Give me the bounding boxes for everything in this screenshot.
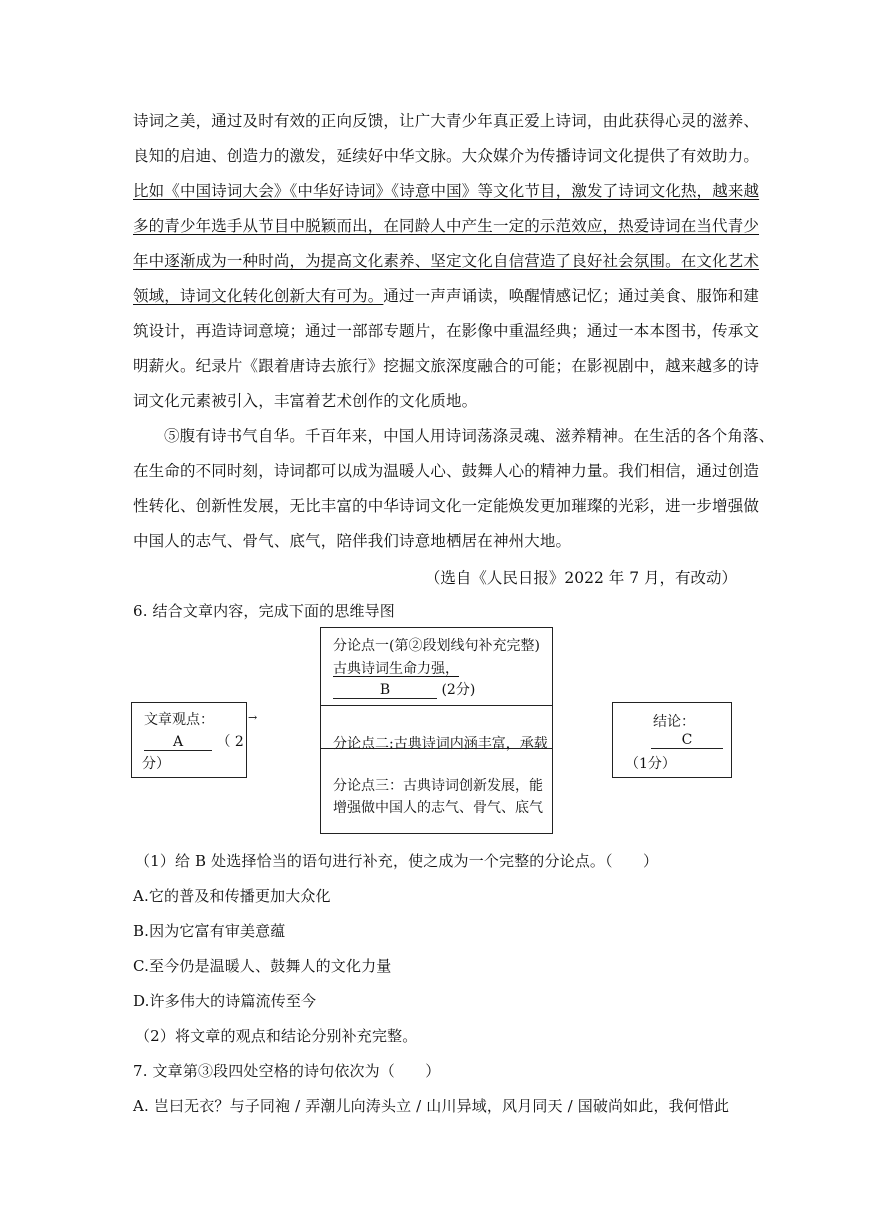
- text-line: ⑤腹有诗书气自华。千百年来，中国人用诗词荡涤灵魂、滋养精神。在生活的各个角落、: [164, 427, 775, 445]
- blank-c[interactable]: C: [651, 732, 723, 749]
- text-segment: 通过一声声诵读，唤醒情感记忆；通过美食、服饰和建: [383, 287, 760, 305]
- question-7-title: 7. 文章第③段四处空格的诗句依次为（ ）: [133, 1062, 441, 1080]
- text-line: 中国人的志气、骨气、底气，陪伴我们诗意地栖居在神州大地。: [133, 532, 572, 550]
- sub-points-box: [320, 627, 553, 834]
- score-label: (2分): [441, 682, 476, 698]
- sub-question-2: （2）将文章的观点和结论分别补充完整。: [135, 1027, 418, 1045]
- arrow-icon: →: [248, 711, 258, 724]
- underlined-segment: 领域，诗词文化转化创新大有可为。: [133, 287, 384, 305]
- underlined-line: 比如《中国诗词大会》《中华好诗词》《诗意中国》等文化节目，激发了诗词文化热，越来越: [133, 182, 760, 200]
- option-d[interactable]: D.许多伟大的诗篇流传至今: [133, 992, 317, 1010]
- underlined-line: 多的青少年选手从节目中脱颖而出，在同龄人中产生一定的示范效应，热爱诗词在当代青少: [133, 217, 760, 235]
- viewpoint-box: [131, 702, 247, 778]
- point3-line2: 增强做中国人的志气、骨气、底气: [333, 800, 543, 816]
- underlined-line: 年中逐渐成为一种时尚，为提高文化素养、坚定文化自信营造了良好社会氛围。在文化艺术: [133, 252, 760, 270]
- divider: [321, 748, 552, 749]
- text-line: 性转化、创新性发展，无比丰富的中华诗词文化一定能焕发更加璀璨的光彩，进一步增强做: [133, 497, 760, 515]
- question-6-title: 6. 结合文章内容，完成下面的思维导图: [133, 602, 395, 620]
- text-line: 明薪火。纪录片《跟着唐诗去旅行》挖掘文旅深度融合的可能；在影视剧中，越来越多的诗: [133, 357, 760, 375]
- score-label: 分）: [142, 756, 170, 772]
- point1-text: 古典诗词生命力强，: [333, 661, 459, 677]
- conclusion-label: 结论：: [653, 714, 695, 730]
- score-label: （ 2: [216, 734, 244, 750]
- score-label: （1分）: [625, 756, 676, 772]
- source-citation: （选自《人民日报》2022 年 7 月，有改动）: [424, 569, 737, 587]
- blank-b[interactable]: B: [333, 682, 437, 699]
- option-c[interactable]: C.至今仍是温暖人、鼓舞人的文化力量: [133, 957, 392, 975]
- point1-title: 分论点一(第②段划线句补充完整): [333, 638, 540, 654]
- point2-text: 分论点二:古典诗词内涵丰富，承载: [333, 736, 548, 752]
- text-line: 词文化元素被引入，丰富着艺术创作的文化质地。: [133, 392, 478, 410]
- option-a[interactable]: A.它的普及和传播更加大众化: [133, 887, 331, 905]
- text-line: [133, 286, 760, 306]
- viewpoint-label: 文章观点：: [144, 712, 214, 728]
- text-line: 良知的启迪、创造力的激发，延续好中华文脉。大众媒介为传播诗词文化提供了有效助力。: [133, 147, 760, 165]
- point3-line1: 分论点三：古典诗词创新发展，能: [333, 778, 543, 794]
- blank-a[interactable]: A: [144, 734, 212, 751]
- divider: [321, 705, 552, 706]
- sub-question-1: （1）给 B 处选择恰当的语句进行补充，使之成为一个完整的分论点。（ ）: [135, 852, 659, 870]
- text-line: 诗词之美，通过及时有效的正向反馈，让广大青少年真正爱上诗词，由此获得心灵的滋养、: [133, 112, 760, 130]
- q7-option-a[interactable]: A. 岂曰无衣？与子同袍 / 弄潮儿向涛头立 / 山川异域，风月同天 / 国破尚如此，我何惜此: [133, 1097, 730, 1115]
- conclusion-box: [612, 702, 732, 778]
- option-b[interactable]: B.因为它富有审美意蕴: [133, 922, 286, 940]
- text-line: 在生命的不同时刻，诗词都可以成为温暖人心、鼓舞人心的精神力量。我们相信，通过创造: [133, 462, 760, 480]
- text-line: 筑设计，再造诗词意境；通过一部部专题片，在影像中重温经典；通过一本本图书，传承文: [133, 322, 760, 340]
